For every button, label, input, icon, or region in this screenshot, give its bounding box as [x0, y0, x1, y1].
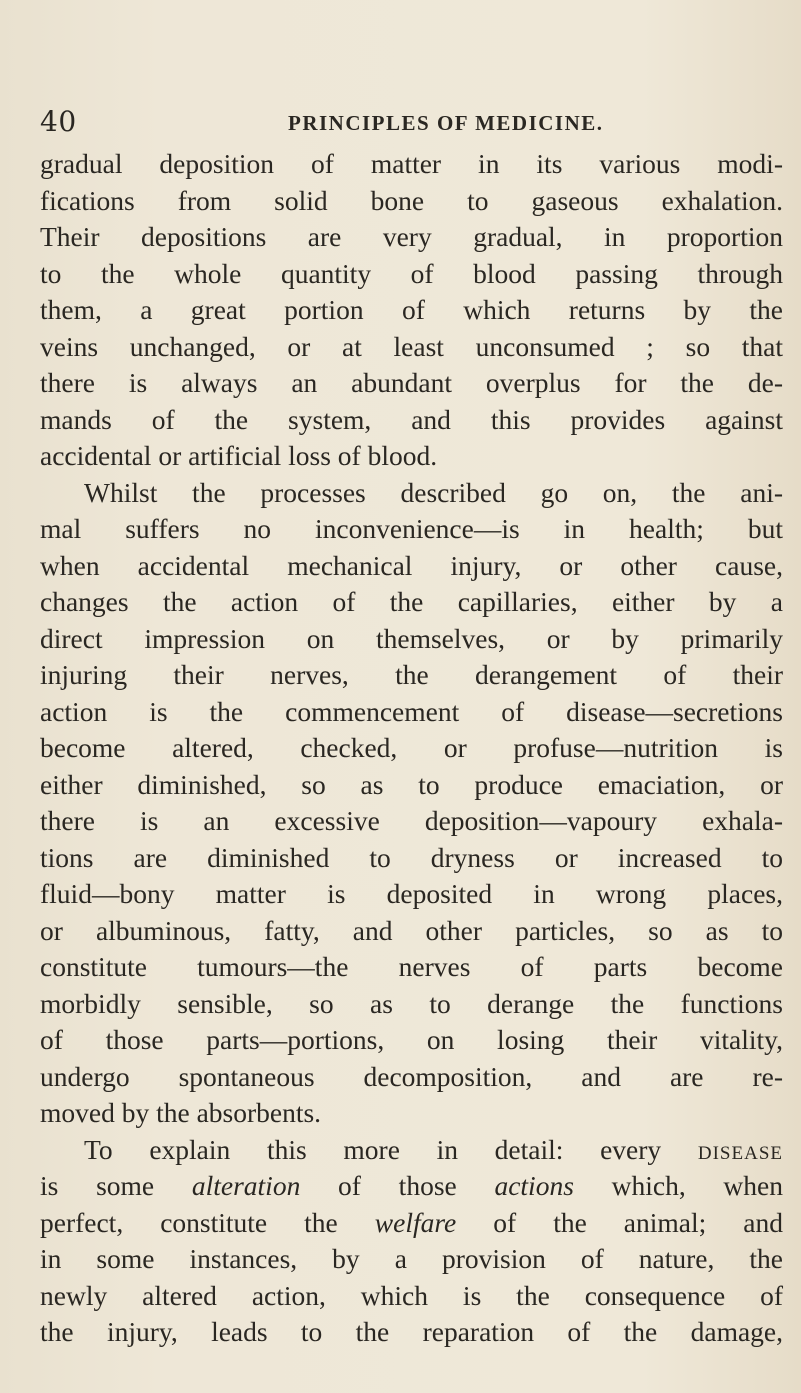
text-line: changes the action of the capillaries, either by a [40, 586, 783, 617]
paragraph-start-line [40, 1132, 783, 1169]
text-line: in some instances, by a provision of nature, the [40, 1243, 783, 1274]
text-line: when accidental mechanical injury, or other cause, [40, 549, 783, 581]
text-run: is some [40, 1170, 192, 1201]
text-line: of those parts—portions, on losing their vitality, [40, 1024, 783, 1055]
text-run: which, when [573, 1170, 783, 1201]
text-line: fications from solid bone to gaseous exhalation. [40, 184, 783, 216]
text-run: To explain this more in detail: every [84, 1133, 698, 1165]
text-line: newly altered action, which is the consequence of [40, 1279, 783, 1311]
italic-term: alteration [191, 1170, 301, 1201]
text-line [40, 1205, 783, 1242]
page-number: 40 [40, 105, 77, 138]
text-line [40, 1168, 783, 1205]
text-line: Their depositions are very gradual, in proportion [40, 221, 783, 252]
text-run: of those [300, 1170, 495, 1201]
text-line: mal suffers no inconvenience—is in health; but [40, 513, 783, 544]
text-line: either diminished, so as to produce emaciation, or [40, 768, 783, 800]
text-line: there is an excessive deposition—vapoury exhala- [40, 805, 783, 836]
small-caps-term: disease [697, 1133, 783, 1165]
paragraph-start-line: Whilst the processes described go on, the ani- [84, 476, 783, 508]
text-line: mands of the system, and this provides against [40, 403, 783, 435]
running-title: PRINCIPLES OF MEDICINE. [288, 111, 604, 135]
body-text [40, 146, 783, 1351]
text-line: them, a great portion of which returns by the [40, 294, 783, 325]
text-line: moved by the absorbents. [40, 1097, 322, 1128]
text-line: to the whole quantity of blood passing through [40, 257, 783, 289]
text-line: action is the commencement of disease—secretions [40, 695, 783, 727]
text-line: injuring their nerves, the derangement of their [40, 659, 783, 690]
text-line: tions are diminished to dryness or increased to [40, 841, 783, 873]
text-line: undergo spontaneous decomposition, and are re- [40, 1060, 783, 1092]
text-line: become altered, checked, or profuse—nutrition is [40, 732, 783, 763]
text-line: accidental or artificial loss of blood. [40, 440, 438, 471]
text-line: direct impression on themselves, or by primarily [40, 622, 783, 654]
italic-term: actions [494, 1170, 574, 1201]
text-line: constitute tumours—the nerves of parts become [40, 951, 783, 982]
text-line: gradual deposition of matter in its various modi- [40, 148, 783, 179]
text-line: morbidly sensible, so as to derange the functions [40, 987, 783, 1019]
text-run: perfect, constitute the [40, 1206, 375, 1238]
text-line: there is always an abundant overplus for the de- [40, 367, 783, 398]
text-line: or albuminous, fatty, and other particles, so as to [40, 914, 783, 946]
italic-term: welfare [374, 1206, 457, 1238]
text-line: fluid—bony matter is deposited in wrong places, [40, 878, 783, 909]
text-line: veins unchanged, or at least unconsumed ; so that [40, 330, 783, 362]
text-line: the injury, leads to the reparation of the damage, [40, 1316, 783, 1347]
text-run: of the animal; and [456, 1206, 783, 1238]
